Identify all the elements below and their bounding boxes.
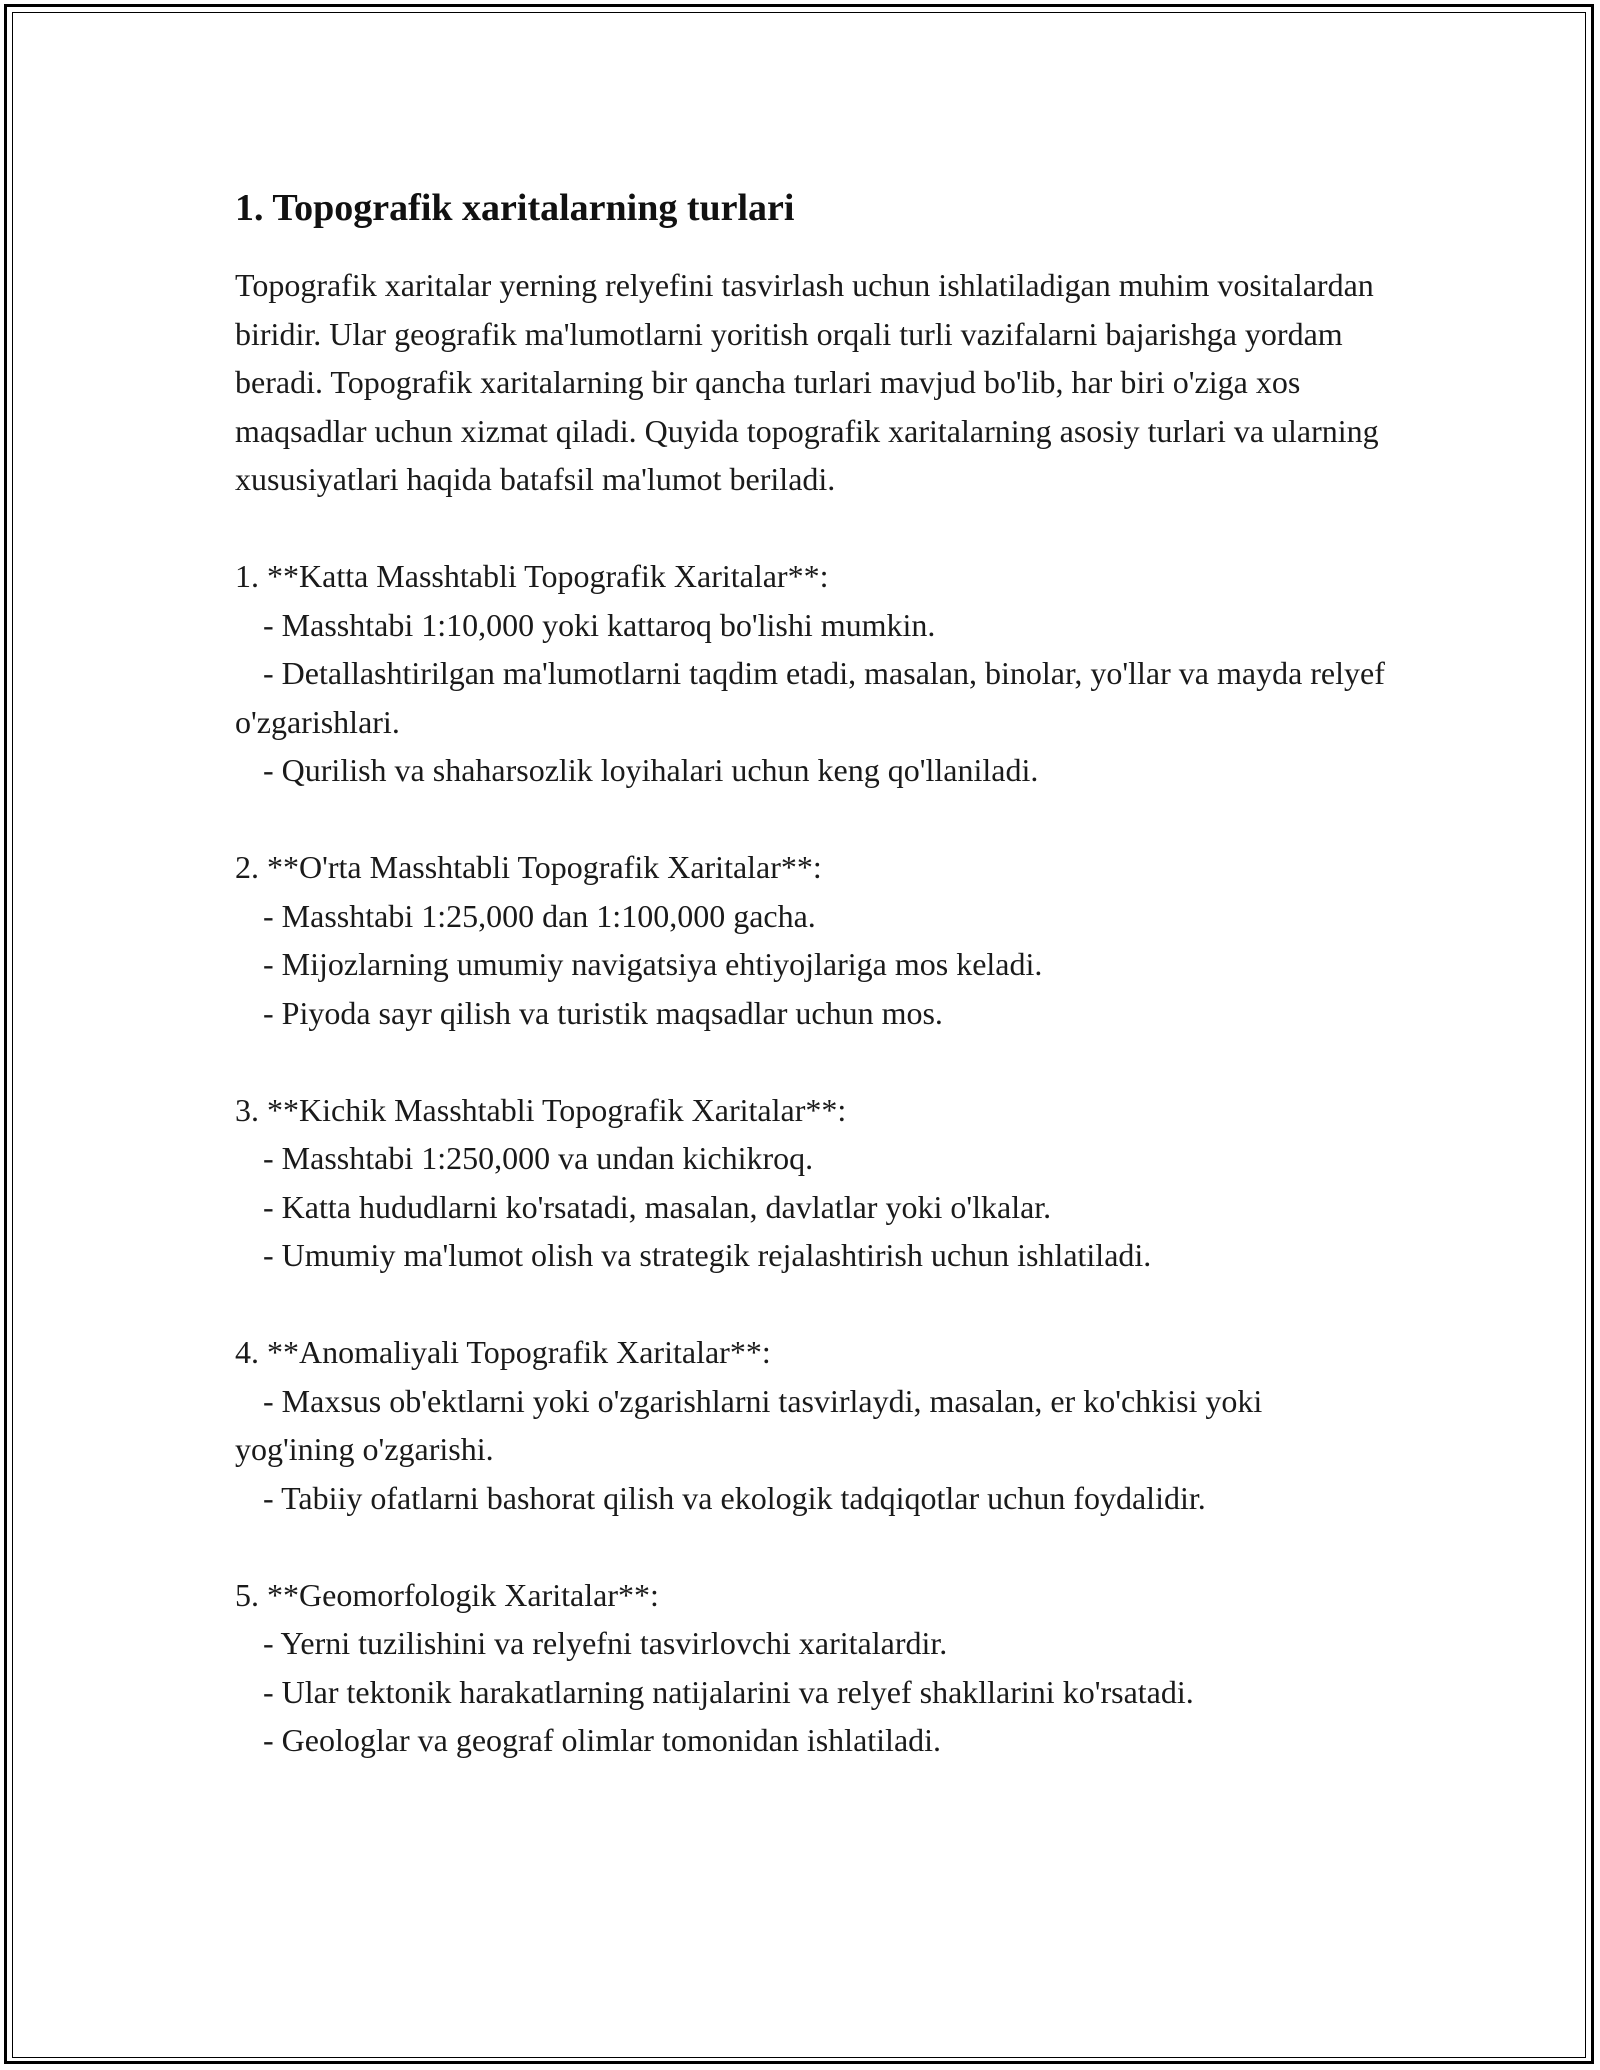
section-2: [235, 843, 1385, 1037]
list-item: - Masshtabi 1:250,000 va undan kichikroq.: [263, 1140, 814, 1176]
section-title: 1. **Katta Masshtabli Topografik Xaritalar**:: [235, 558, 829, 594]
list-item: - Piyoda sayr qilish va turistik maqsadlar uchun mos.: [263, 994, 943, 1031]
document-body: [235, 185, 1385, 1765]
list-item: - Geologlar va geograf olimlar tomonidan ishlatiladi.: [263, 1722, 942, 1758]
section-1: [235, 552, 1385, 795]
section-title: 2. **O'rta Masshtabli Topografik Xaritalar**:: [235, 849, 822, 885]
list-item: - Umumiy ma'lumot olish va strategik rejalashtirish uchun ishlatiladi.: [263, 1237, 1152, 1273]
list-item: - Qurilish va shaharsozlik loyihalari uchun keng qo'llaniladi.: [263, 752, 1039, 788]
section-5: [235, 1571, 1385, 1765]
section-3: [235, 1086, 1385, 1280]
list-item: - Katta hududlarni ko'rsatadi, masalan, davlatlar yoki o'lkalar.: [263, 1188, 1052, 1225]
list-item: - Masshtabi 1:10,000 yoki kattaroq bo'lishi mumkin.: [263, 606, 936, 643]
list-item: - Tabiiy ofatlarni bashorat qilish va ekologik tadqiqotlar uchun foydalidir.: [263, 1479, 1206, 1516]
list-item: - Yerni tuzilishini va relyefni tasvirlovchi xaritalardir.: [263, 1625, 948, 1661]
list-item: - Masshtabi 1:25,000 dan 1:100,000 gacha.: [263, 897, 816, 934]
list-item: - Ular tektonik harakatlarning natijalarini va relyef shakllarini ko'rsatadi.: [263, 1673, 1194, 1710]
section-title: 4. **Anomaliyali Topografik Xaritalar**:: [235, 1334, 771, 1370]
section-title: 5. **Geomorfologik Xaritalar**:: [235, 1576, 659, 1613]
intro-paragraph: Topografik xaritalar yerning relyefini tasvirlash uchun ishlatiladigan muhim vositalardan biridir. Ular geografik ma'lumotlarni yoritish orqali turli vazifalarni bajarishga yordam beradi. Topografik xaritalarning bir qancha turlari mavjud bo'lib, har biri o'ziga xos maqsadlar uchun xizmat qiladi. Quyida topografik xaritalarning asosiy turlari va ularning xususiyatlari haqida batafsil ma'lumot beriladi.: [235, 267, 1379, 497]
section-title: 3. **Kichik Masshtabli Topografik Xaritalar**:: [235, 1091, 847, 1128]
list-item: - Detallashtirilgan ma'lumotlarni taqdim etadi, masalan, binolar, yo'llar va mayda relyef o'zgarishlari.: [235, 655, 1385, 740]
list-item: - Maxsus ob'ektlarni yoki o'zgarishlarni tasvirlaydi, masalan, er ko'chkisi yoki yog'ining o'zgarishi.: [235, 1382, 1263, 1467]
page-heading: 1. Topografik xaritalarning turlari: [235, 187, 795, 229]
section-4: [235, 1328, 1385, 1522]
list-item: - Mijozlarning umumiy navigatsiya ehtiyojlariga mos keladi.: [263, 946, 1043, 982]
